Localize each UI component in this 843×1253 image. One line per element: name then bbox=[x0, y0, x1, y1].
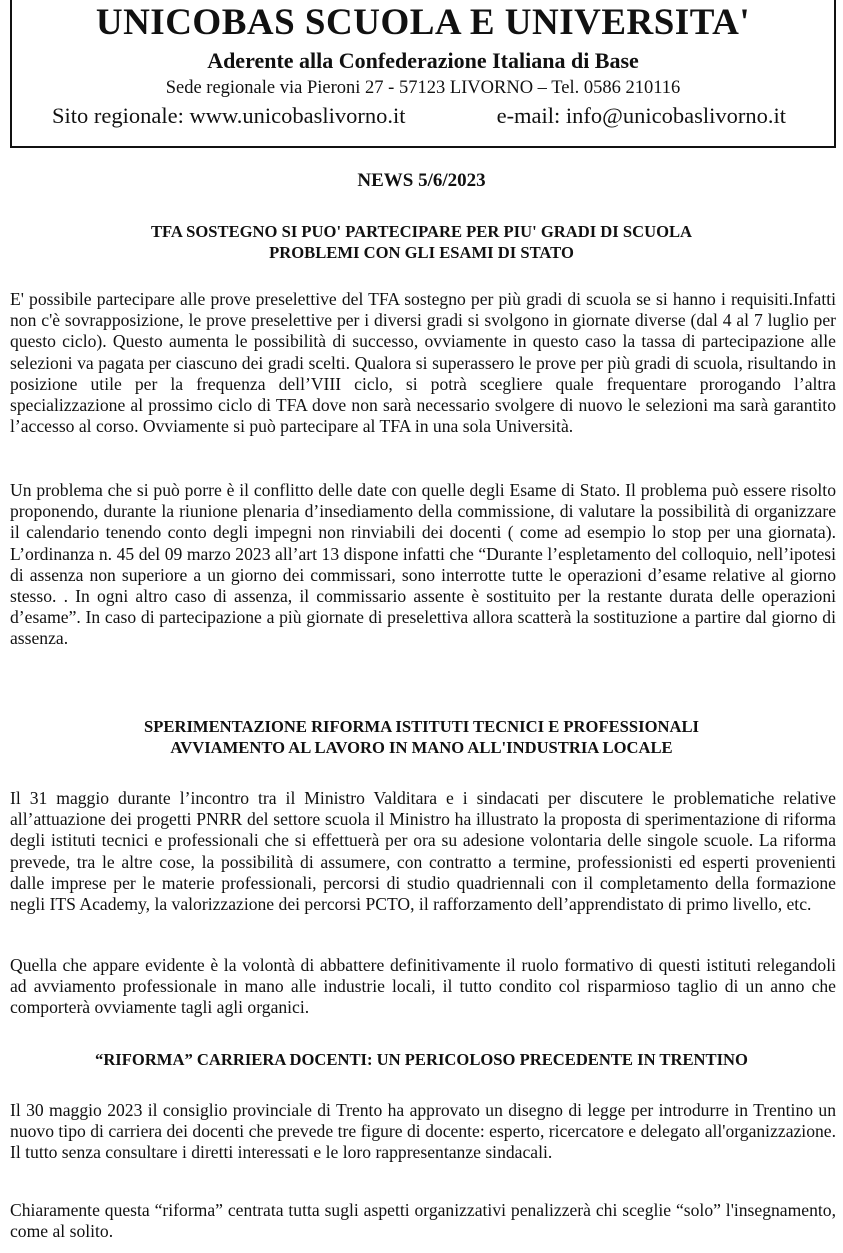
section-heading-tfa bbox=[0, 221, 843, 263]
heading-line: PROBLEMI CON GLI ESAMI DI STATO bbox=[269, 243, 574, 262]
contact-line bbox=[12, 102, 834, 130]
organization-address: Sede regionale via Pieroni 27 - 57123 LIVORNO – Tel. 0586 210116 bbox=[165, 78, 681, 98]
paragraph: Il 30 maggio 2023 il consiglio provinciale di Trento ha approvato un disegno di legge per introdurre in Trentino un nuovo tipo di carriera dei docenti che prevede tre figure di docente: esperto, ricercatore e delegato all'organizzazione. Il tutto senza consultare i diretti interessati e le loro rappresentanze sindacali. bbox=[10, 1100, 836, 1163]
organization-affiliation: Aderente alla Confederazione Italiana di Base bbox=[207, 48, 639, 73]
section-heading-carriera-docenti bbox=[0, 1049, 843, 1070]
section-heading-riforma-istituti bbox=[0, 716, 843, 758]
news-title: NEWS 5/6/2023 bbox=[357, 170, 486, 191]
paragraph: Quella che appare evidente è la volontà di abbattere definitivamente il ruolo formativo di questi istituti relegandoli ad avviamento professionale in mano alle industrie locali, il tutto condito col risparmioso taglio di un anno che comporterà ovviamente tagli agli organici. bbox=[10, 955, 836, 1018]
heading-line: “RIFORMA” CARRIERA DOCENTI: UN PERICOLOSO PRECEDENTE IN TRENTINO bbox=[95, 1050, 748, 1069]
heading-line: SPERIMENTAZIONE RIFORMA ISTITUTI TECNICI E PROFESSIONALI bbox=[144, 717, 699, 736]
heading-line: TFA SOSTEGNO SI PUO' PARTECIPARE PER PIU' GRADI DI SCUOLA bbox=[150, 222, 693, 241]
website-text: Sito regionale: www.unicobaslivorno.it bbox=[52, 103, 406, 128]
paragraph: Un problema che si può porre è il conflitto delle date con quelle degli Esame di Stato. Il problema può essere risolto proponendo, durante la riunione plenaria d’insediamento della commissione, di valutare la possibilità di organizzare il calendario tenendo conto degli impegni non rinviabili dei docenti ( come ad esempio lo stop per una giornata). L’ordinanza n. 45 del 09 marzo 2023 all’art 13 dispone infatti che “Durante l’espletamento del colloquio, nell’ipotesi di assenza non superiore a un giorno dei commissari, sono interrotte tutte le operazioni d’esame relative al giorno stesso. . In ogni altro caso di assenza, il commissario assente è sostituito per la restante durata delle operazioni d’esame”. In caso di partecipazione a più giornate di preselettiva allora scatterà la sostituzione a partire dal giorno di assenza. bbox=[10, 480, 836, 649]
paragraph: E' possibile partecipare alle prove preselettive del TFA sostegno per più gradi di scuola se si hanno i requisiti.Infatti non c'è sovrapposizione, le prove preselettive per i diversi gradi si svolgono in giornate diverse (dal 4 al 7 luglio per questo ciclo). Questo aumenta le possibilità di successo, ovviamente in questo caso la tassa di partecipazione alle selezioni va pagata per ciascuno dei gradi scelti. Qualora si superassero le prove per più gradi di scuola, risultando in posizione utile per la frequenza dell’VIII ciclo, si potrà scegliere quale frequentare prorogando l’altra specializzazione al prossimo ciclo di TFA dove non sarà necessario svolgere di nuovo le selezioni ma sarà garantito l’accesso al corso. Ovviamente si può partecipare al TFA in una sola Università. bbox=[10, 289, 836, 437]
letterhead bbox=[10, 0, 836, 148]
paragraph: Il 31 maggio durante l’incontro tra il Ministro Valditara e i sindacati per discutere le problematiche relative all’attuazione dei progetti PNRR del settore scuola il Ministro ha illustrato la proposta di sperimentazione di riforma degli istituti tecnici e professionali che si effettuerà per ora su adesione volontaria delle singole scuole. La riforma prevede, tra le altre cose, la possibilità di assumere, con contratto a termine, professionisti ed esperti provenienti dalle imprese per le materie professionali, percorsi di studio quadriennali con il completamento della formazione negli ITS Academy, la valorizzazione dei percorsi PCTO, il rafforzamento dell’apprendistato di primo livello, etc. bbox=[10, 788, 836, 915]
heading-line: AVVIAMENTO AL LAVORO IN MANO ALL'INDUSTRIA LOCALE bbox=[170, 738, 673, 757]
paragraph: Chiaramente questa “riforma” centrata tutta sugli aspetti organizzativi penalizzerà chi sceglie “solo” l'insegnamento, come al solito. bbox=[10, 1200, 836, 1242]
email-text: e-mail: info@unicobaslivorno.it bbox=[496, 103, 786, 128]
organization-name: UNICOBAS SCUOLA E UNIVERSITA' bbox=[95, 2, 751, 43]
